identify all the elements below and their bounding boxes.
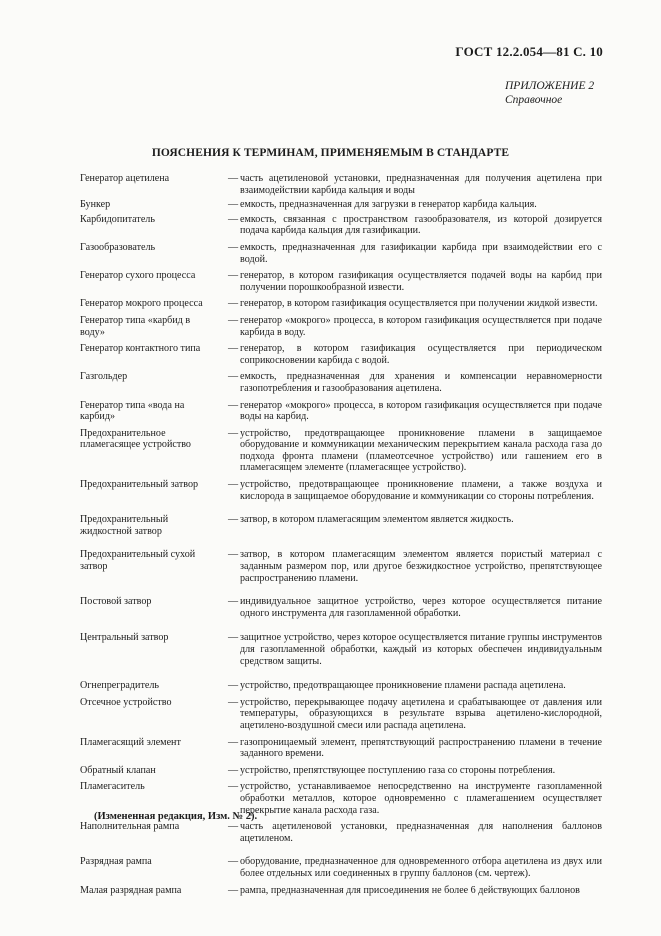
term-name: Центральный затвор [80,632,169,644]
term-definition: емкость, связанная с пространством газообразователя, из которой дозируется подача карбида кальция для газификации. [240,213,602,237]
term-name: Постовой затвор [80,596,152,608]
term-name: Генератор сухого процесса [80,270,196,282]
term-dash: — [228,514,239,526]
term-definition: генератор, в котором газификация осуществляется подачей воды на карбид при получении порошкообразной извести. [240,270,602,293]
term-name: Предохранительный жидкостной затвор [80,514,169,537]
term-name: Газгольдер [80,371,128,383]
term-definition: генератор «мокрого» процесса, в котором газификация осуществляется при подаче карбида в воду. [240,314,602,338]
term-name: Разрядная рампа [80,856,152,868]
term-definition: оборудование, предназначенное для одновременного отбора ацетилена из двух или более отдельных или соединенных в группу баллонов (см. чертеж). [240,856,602,879]
term-definition: защитное устройство, через которое осуществляется питание группы инструментов для газопламенной обработки, каждый из которых обеспечен индивидуальным средством защиты. [240,632,602,667]
standard-header: ГОСТ 12.2.054—81 С. 10 [455,44,603,59]
term-name: Генератор контактного типа [80,343,201,355]
term-row [62,173,602,196]
term-dash: — [228,199,239,211]
term-dash: — [228,371,239,383]
term-name: Предохранительное пламегасящее устройство [80,427,191,451]
term-definition: затвор, в котором пламегасящим элементом является пористый материал с заданным размером пор, или другое безжидкостное устройство, препятствующее распространению пламени. [240,549,602,584]
term-dash: — [228,632,239,644]
term-row [62,765,602,777]
term-dash: — [228,343,239,355]
term-dash: — [228,314,239,326]
term-dash: — [228,270,239,282]
term-row [62,514,602,537]
term-definition: генератор, в котором газификация осуществляется при получении жидкой извести. [240,298,598,310]
term-row [62,371,602,394]
term-definition: устройство, предотвращающее проникновение пламени в защищаемое оборудование и коммуникации механическим перекрытием канала расхода газа до подхода фронта пламени (пламеотсечное устройство) или гашением его в пламегасящем элементе (пламегасящее устройство). [240,427,602,474]
term-definition: устройство, препятствующее поступлению газа со стороны потребления. [240,764,556,776]
term-dash: — [228,884,239,896]
term-name: Генератор мокрого процесса [80,298,203,310]
term-dash: — [228,696,239,708]
term-dash: — [228,298,239,310]
term-name: Малая разрядная рампа [80,884,182,896]
term-name: Генератор ацетилена [80,173,170,184]
term-row [62,214,602,237]
term-row [62,298,602,310]
term-definition: индивидуальное защитное устройство, через которое осуществляется питание одного инструмента для газопламенной обработки. [240,596,602,619]
term-row [62,343,602,366]
term-row [62,697,602,732]
term-row [62,270,602,293]
term-row [62,199,602,211]
term-definition: устройство, устанавливаемое непосредственно на инструменте газопламенной обработки металлов, которое одновременно с пламегашением осуществляет перекрытие канала расхода газа. [240,781,602,816]
term-definition: емкость, предназначенная для газификации карбида при взаимодействии его с водой. [240,241,602,265]
term-dash: — [228,596,239,608]
term-definition: газопроницаемый элемент, препятствующий распространению пламени в течение заданного времени. [240,736,602,760]
terms-list [62,173,602,896]
term-name: Газообразователь [80,241,156,253]
term-name: Предохранительный затвор [80,479,199,491]
term-dash: — [228,764,239,776]
term-dash: — [228,781,239,793]
term-definition: устройство, предотвращающее проникновение пламени, а также воздуха и кислорода в защищаемое оборудование и коммуникации со стороны потребления. [240,479,602,502]
term-dash: — [228,549,239,561]
term-row [62,479,602,502]
term-dash: — [228,479,239,491]
term-row [62,737,602,760]
term-name: Бункер [80,199,111,211]
term-definition: емкость, предназначенная для загрузки в генератор карбида кальция. [240,199,537,211]
term-row [62,596,602,619]
term-definition: генератор «мокрого» процесса, в котором газификация осуществляется при подаче воды на карбид. [240,399,602,423]
term-name: Отсечное устройство [80,696,172,708]
term-definition: устройство, предотвращающее проникновение пламени распада ацетилена. [240,680,566,692]
term-definition: затвор, в котором пламегасящим элементом является жидкость. [240,514,514,526]
appendix-block [505,79,594,107]
term-definition: рампа, предназначенная для присоединения не более 6 действующих баллонов [240,884,580,896]
term-name: Карбидопитатель [80,213,155,225]
term-dash: — [228,736,239,748]
term-name: Обратный клапан [80,764,156,776]
term-dash: — [228,680,239,692]
term-row [62,549,602,584]
term-name: Пламегасящий элемент [80,736,181,748]
term-name: Генератор типа «вода на карбид» [80,399,185,423]
term-dash: — [228,213,239,225]
term-row [62,885,602,897]
term-row [62,856,602,879]
page-title: ПОЯСНЕНИЯ К ТЕРМИНАМ, ПРИМЕНЯЕМЫМ В СТАНДАРТЕ [151,147,510,159]
term-row [62,821,602,844]
term-name: Наполнительная рампа [80,821,180,833]
term-row [62,400,602,423]
term-row [62,632,602,667]
term-row [62,428,602,474]
term-name: Пламегаситель [80,781,145,793]
term-dash: — [228,856,239,868]
term-dash: — [228,173,239,184]
term-row [62,680,602,692]
term-name: Огнепреградитель [80,680,159,692]
revision-note: (Измененная редакция, Изм. № 2). [94,811,258,822]
term-definition: генератор, в котором газификация осуществляется при периодическом соприкосновении карбида с водой. [240,343,602,366]
term-definition: емкость, предназначенная для хранения и компенсации неравномерности газопотребления и газообразования ацетилена. [240,371,602,394]
term-definition: устройство, перекрывающее подачу ацетилена и срабатывающее от давления или температуры, образующихся в результате взрыва ацетилено-кислородной, ацетилено-воздушной смеси или распада ацетилена. [240,696,602,731]
appendix-type: Справочное [505,94,563,106]
term-name: Предохранительный сухой затвор [80,549,196,573]
term-row [62,315,602,338]
term-definition: часть ацетиленовой установки, предназначенная для наполнения баллонов ацетиленом. [240,821,602,844]
appendix-label: ПРИЛОЖЕНИЕ 2 [505,80,595,92]
term-row [62,242,602,265]
term-dash: — [228,427,239,439]
term-dash: — [228,821,239,833]
term-definition: часть ацетиленовой установки, предназначенная для получения ацетилена при взаимодействии карбида кальция и воды [240,173,602,196]
term-dash: — [228,241,239,253]
term-dash: — [228,399,239,411]
term-name: Генератор типа «карбид в воду» [80,314,191,338]
